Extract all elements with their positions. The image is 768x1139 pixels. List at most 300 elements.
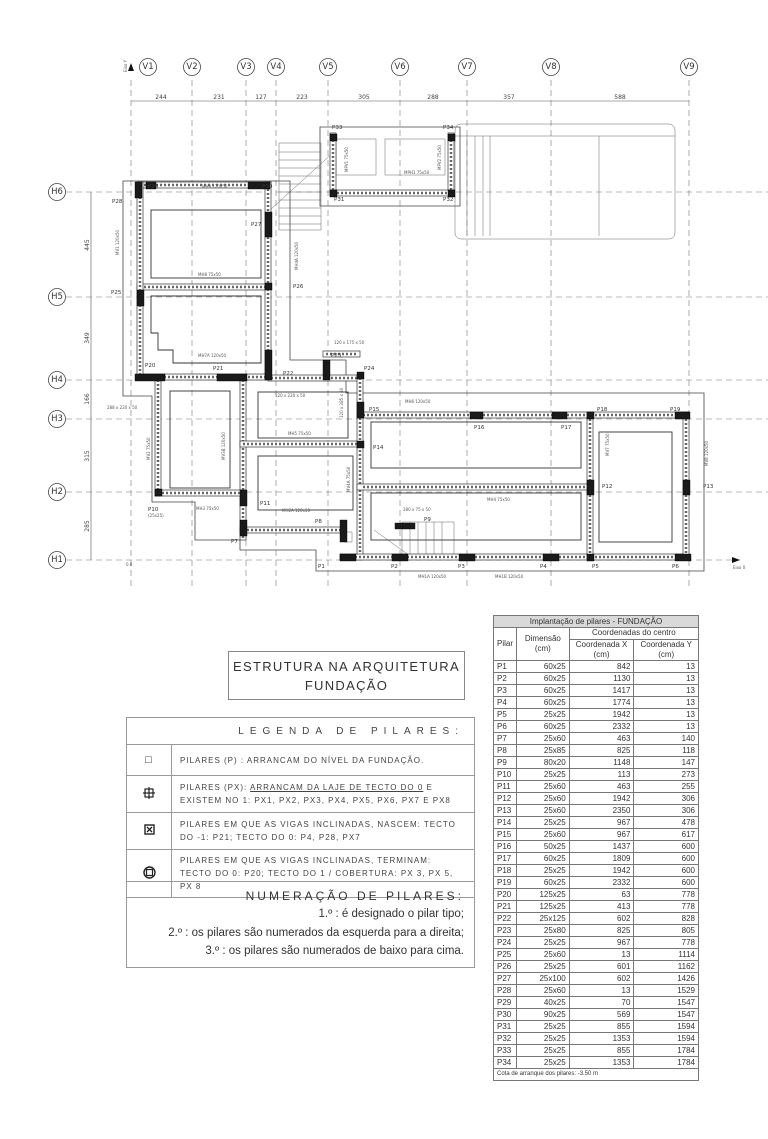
dimension-cell: 25x25	[517, 1032, 570, 1044]
table-row	[494, 984, 699, 996]
coord-y-cell: 1784	[634, 1056, 699, 1068]
pillar-p27	[265, 212, 272, 237]
pillar-p32	[448, 190, 455, 197]
svg-text:588: 588	[614, 94, 626, 101]
pillar-id-cell: P12	[494, 792, 517, 804]
svg-text:P26: P26	[293, 284, 304, 290]
coord-x-cell: 1942	[569, 864, 634, 876]
pillar-p23	[323, 360, 330, 380]
drawing-title-box	[228, 651, 465, 700]
coord-y-cell: 805	[634, 924, 699, 936]
pillar-p4	[543, 554, 559, 561]
dimension-cell: 25x25	[517, 708, 570, 720]
svg-text:MH4A 120x50: MH4A 120x50	[294, 241, 299, 270]
svg-text:V7: V7	[461, 62, 473, 72]
coord-x-cell: 63	[569, 888, 634, 900]
pillar-id-cell: P11	[494, 780, 517, 792]
coord-y-cell: 1547	[634, 1008, 699, 1020]
column-header-dimensao: Dimensão (cm)	[517, 628, 570, 661]
svg-text:P28: P28	[112, 199, 123, 205]
pillar-id-cell: P20	[494, 888, 517, 900]
pillar-p14	[357, 441, 364, 448]
pillar-id-cell: P15	[494, 828, 517, 840]
pillar-placement-table	[493, 615, 699, 1081]
axis-bubble-h5	[49, 289, 66, 306]
pillar-id-cell: P8	[494, 744, 517, 756]
svg-text:V5: V5	[322, 62, 334, 72]
svg-text:MH5 75x50: MH5 75x50	[288, 431, 311, 436]
svg-text:120 x 220 x 50: 120 x 220 x 50	[275, 393, 306, 398]
svg-text:P12: P12	[602, 484, 613, 490]
svg-text:P14: P14	[373, 445, 384, 451]
column-header-coord-y: Coordenada Y (cm)	[634, 639, 699, 660]
pillar-id-cell: P16	[494, 840, 517, 852]
coord-y-cell: 478	[634, 816, 699, 828]
table-footer-note: Cota de arranque dos pilares: -3.50 m	[494, 1068, 699, 1080]
coord-x-cell: 413	[569, 900, 634, 912]
svg-text:P21: P21	[213, 366, 224, 372]
coord-y-cell: 118	[634, 744, 699, 756]
axis-bubble-h1	[49, 552, 66, 569]
dimension-cell: 80x20	[517, 756, 570, 768]
svg-text:127: 127	[255, 94, 267, 101]
coord-x-cell: 70	[569, 996, 634, 1008]
square-symbol-icon: □	[127, 745, 172, 776]
pillar-id-cell: P9	[494, 756, 517, 768]
svg-text:MH4 75x50: MH4 75x50	[487, 497, 510, 502]
svg-text:MH9 120x50: MH9 120x50	[202, 184, 228, 189]
svg-text:V8: V8	[545, 62, 557, 72]
dimension-cell: 25x25	[517, 864, 570, 876]
coord-x-cell: 13	[569, 984, 634, 996]
coord-x-cell: 825	[569, 924, 634, 936]
coord-x-cell: 2332	[569, 720, 634, 732]
dimension-cell: 60x25	[517, 696, 570, 708]
pillar-id-cell: P31	[494, 1020, 517, 1032]
coord-y-cell: 1594	[634, 1032, 699, 1044]
vertical-axis-bubbles	[140, 59, 698, 76]
numbering-rule-3: 3.º : os pilares são numerados de baixo para cima.	[205, 945, 464, 957]
dimension-cell: 90x25	[517, 1008, 570, 1020]
svg-text:288: 288	[427, 94, 439, 101]
coord-y-cell: 1162	[634, 960, 699, 972]
svg-text:315: 315	[84, 450, 91, 462]
table-row	[494, 972, 699, 984]
svg-text:V1: V1	[142, 62, 154, 72]
stair	[270, 143, 336, 230]
pillar-id-cell: P4	[494, 696, 517, 708]
coord-y-cell: 147	[634, 756, 699, 768]
dimension-cell: 25x60	[517, 828, 570, 840]
svg-text:V2: V2	[186, 62, 198, 72]
coord-x-cell: 463	[569, 780, 634, 792]
svg-text:V9: V9	[683, 62, 695, 72]
column-header-pilar: Pilar	[494, 628, 517, 661]
svg-text:Eixo Y: Eixo Y	[123, 59, 128, 72]
coord-x-cell: 1130	[569, 672, 634, 684]
svg-text:P15: P15	[369, 407, 380, 413]
svg-text:P22: P22	[283, 371, 294, 377]
dimension-cell: 25x85	[517, 744, 570, 756]
axis-bubble-v9	[681, 59, 698, 76]
svg-text:285: 285	[84, 520, 91, 532]
coord-x-cell: 855	[569, 1044, 634, 1056]
pillar-id-cell: P13	[494, 804, 517, 816]
coord-y-cell: 306	[634, 804, 699, 816]
coord-y-cell: 13	[634, 684, 699, 696]
dimension-cell: 60x25	[517, 660, 570, 672]
dimension-cell: 40x25	[517, 996, 570, 1008]
svg-text:MV7 75x50: MV7 75x50	[605, 433, 610, 456]
table-row	[494, 1020, 699, 1032]
coord-x-cell: 602	[569, 912, 634, 924]
legend-row	[127, 813, 475, 850]
coord-y-cell: 13	[634, 708, 699, 720]
axis-bubble-v1	[140, 59, 157, 76]
svg-text:P25: P25	[111, 290, 122, 296]
table-row	[494, 924, 699, 936]
pillar-id-cell: P19	[494, 876, 517, 888]
svg-text:305: 305	[358, 94, 370, 101]
pillar-id-cell: P34	[494, 1056, 517, 1068]
pillar-id-cell: P10	[494, 768, 517, 780]
coord-y-cell: 1784	[634, 1044, 699, 1056]
coord-x-cell: 1809	[569, 852, 634, 864]
pillar-p1	[340, 554, 356, 561]
coord-x-cell: 569	[569, 1008, 634, 1020]
pillar-id-cell: P33	[494, 1044, 517, 1056]
svg-text:P6: P6	[672, 564, 679, 570]
coord-x-cell: 967	[569, 816, 634, 828]
table-row	[494, 912, 699, 924]
svg-text:H6: H6	[51, 187, 63, 197]
svg-text:445: 445	[84, 239, 91, 251]
coord-y-cell: 1529	[634, 984, 699, 996]
coord-x-cell: 1417	[569, 684, 634, 696]
table-row	[494, 768, 699, 780]
coord-y-cell: 306	[634, 792, 699, 804]
pillar-p31	[330, 190, 337, 197]
svg-text:MPV2 75x50: MPV2 75x50	[437, 145, 442, 170]
axis-bubble-v6	[392, 59, 409, 76]
coord-x-cell: 463	[569, 732, 634, 744]
pillar-id-cell: P5	[494, 708, 517, 720]
coord-x-cell: 1148	[569, 756, 634, 768]
legend-row	[127, 776, 475, 813]
pillar-p25	[137, 290, 144, 306]
pillar-id-cell: P30	[494, 1008, 517, 1020]
dimension-cell: 25x25	[517, 816, 570, 828]
svg-text:MH2A 120x50: MH2A 120x50	[282, 508, 311, 513]
svg-text:H5: H5	[51, 292, 63, 302]
x-square-symbol-icon	[127, 813, 172, 850]
dimension-cell: 25x60	[517, 804, 570, 816]
coord-y-cell: 13	[634, 672, 699, 684]
svg-text:P5: P5	[592, 564, 599, 570]
svg-text:MH8 75x50: MH8 75x50	[198, 272, 221, 277]
pillar-p12	[587, 480, 594, 495]
drawing-title-line1: ESTRUTURA NA ARQUITETURA	[233, 659, 460, 674]
pool	[455, 124, 675, 239]
coord-x-cell: 113	[569, 768, 634, 780]
pillar-id-cell: P17	[494, 852, 517, 864]
table-row	[494, 960, 699, 972]
pillar-p24	[357, 372, 364, 379]
svg-text:H1: H1	[51, 555, 63, 565]
svg-text:H2: H2	[51, 487, 63, 497]
coord-y-cell: 600	[634, 876, 699, 888]
coord-y-cell: 13	[634, 696, 699, 708]
svg-text:P19: P19	[670, 407, 681, 413]
coord-x-cell: 1353	[569, 1056, 634, 1068]
dimension-cell: 60x25	[517, 672, 570, 684]
pillar-id-cell: P28	[494, 984, 517, 996]
dimension-cell: 25x25	[517, 1056, 570, 1068]
structural-grid	[66, 80, 768, 590]
table-row	[494, 804, 699, 816]
dimension-cell: 25x25	[517, 768, 570, 780]
coord-y-cell: 13	[634, 660, 699, 672]
table-row	[494, 816, 699, 828]
coord-y-cell: 828	[634, 912, 699, 924]
svg-text:P7: P7	[231, 539, 238, 545]
pillar-p3	[459, 554, 475, 561]
coord-x-cell: 602	[569, 972, 634, 984]
column-header-coords: Coordenadas do centro	[569, 628, 698, 640]
origin-label: 0.0	[126, 562, 133, 567]
pillar-p13	[683, 480, 690, 495]
coord-y-cell: 600	[634, 840, 699, 852]
pillar-id-cell: P25	[494, 948, 517, 960]
pillar-id-cell: P32	[494, 1032, 517, 1044]
svg-text:MV4A 75x50: MV4A 75x50	[346, 466, 351, 492]
legend-header: LEGENDA DE PILARES:	[127, 718, 475, 745]
table-row	[494, 696, 699, 708]
svg-text:120 x 285 x 50: 120 x 285 x 50	[339, 387, 344, 418]
svg-text:V4: V4	[270, 62, 282, 72]
horizontal-dimension-chain	[131, 94, 689, 101]
beams	[137, 133, 689, 560]
svg-text:(25x25): (25x25)	[148, 513, 164, 518]
dimension-cell: 25x25	[517, 1020, 570, 1032]
pillar-legend	[126, 717, 475, 898]
svg-text:288 x 220 x 50: 288 x 220 x 50	[107, 405, 138, 410]
svg-text:P3: P3	[458, 564, 465, 570]
axis-bubble-v7	[459, 59, 476, 76]
dimension-cell: 25x80	[517, 924, 570, 936]
pillar-p6	[675, 554, 691, 561]
dimension-cell: 25x60	[517, 984, 570, 996]
table-body	[494, 660, 699, 1068]
pillar-p21	[217, 374, 247, 381]
svg-text:120 x 175 x 50: 120 x 175 x 50	[334, 340, 365, 345]
pillar-id-cell: P2	[494, 672, 517, 684]
svg-text:P33: P33	[332, 125, 343, 131]
table-row	[494, 756, 699, 768]
numbering-header: NUMERAÇÃO DE PILARES:	[245, 889, 464, 903]
coord-x-cell: 601	[569, 960, 634, 972]
pillar-p16	[470, 412, 483, 419]
table-row	[494, 792, 699, 804]
svg-text:P27: P27	[251, 222, 262, 228]
svg-text:MV8 120x50: MV8 120x50	[704, 440, 709, 466]
svg-text:349: 349	[84, 332, 91, 344]
legend-text: PILARES (PX): ARRANCAM DA LAJE DE TECTO DO 0 E EXISTEM NO 1: PX1, PX2, PX3, PX4, PX5, PX6, PX7 E PX8	[172, 776, 475, 813]
svg-text:223: 223	[296, 94, 308, 101]
table-row	[494, 936, 699, 948]
pillar-p2	[392, 554, 408, 561]
svg-text:P18: P18	[597, 407, 608, 413]
vertical-dimension-chain	[84, 192, 91, 560]
table-row	[494, 996, 699, 1008]
svg-text:MH1B 120x50: MH1B 120x50	[495, 574, 524, 579]
table-row	[494, 660, 699, 672]
table-row	[494, 840, 699, 852]
table-row	[494, 948, 699, 960]
axis-bubble-v5	[320, 59, 337, 76]
svg-text:P1: P1	[318, 564, 325, 570]
coord-x-cell: 842	[569, 660, 634, 672]
table-row	[494, 876, 699, 888]
table-row	[494, 1056, 699, 1068]
dimension-cell: 25x25	[517, 960, 570, 972]
table-row	[494, 864, 699, 876]
svg-text:MV1 120x50: MV1 120x50	[115, 229, 120, 255]
dimension-cell: 25x60	[517, 780, 570, 792]
pillar-p11	[240, 490, 247, 506]
pillar-p33	[330, 134, 337, 141]
axis-bubble-h2	[49, 484, 66, 501]
dimension-cell: 60x25	[517, 852, 570, 864]
svg-text:MH3 75x50: MH3 75x50	[196, 506, 219, 511]
table-row	[494, 1008, 699, 1020]
coord-y-cell: 255	[634, 780, 699, 792]
legend-text: PILARES (P) : ARRANCAM DO NÍVEL DA FUNDAÇÃO.	[172, 745, 475, 776]
pillar-id-cell: P27	[494, 972, 517, 984]
pillar-p20	[135, 374, 165, 381]
svg-text:MH6 120x50: MH6 120x50	[405, 399, 431, 404]
svg-text:P9: P9	[424, 517, 431, 523]
axis-bubble-v4	[268, 59, 285, 76]
coord-x-cell: 967	[569, 828, 634, 840]
axis-bubble-v2	[184, 59, 201, 76]
dimension-cell: 25x60	[517, 732, 570, 744]
coord-x-cell: 2350	[569, 804, 634, 816]
x-axis-arrow	[732, 557, 746, 570]
axis-bubble-v3	[238, 59, 255, 76]
svg-text:P13: P13	[703, 484, 714, 490]
pillar-id-cell: P29	[494, 996, 517, 1008]
table-row	[494, 708, 699, 720]
table-row	[494, 744, 699, 756]
table-row	[494, 732, 699, 744]
pillar-id-cell: P6	[494, 720, 517, 732]
svg-text:Eixo X: Eixo X	[733, 565, 746, 570]
legend-text: PILARES EM QUE AS VIGAS INCLINADAS, NASCEM: TECTO DO -1: P21; TECTO DO 0: P4, P28, PX7	[172, 813, 475, 850]
pillar-p22	[265, 350, 272, 380]
coord-x-cell: 1437	[569, 840, 634, 852]
dimension-cell: 25x60	[517, 948, 570, 960]
table-row	[494, 828, 699, 840]
pillar-p8	[340, 520, 347, 542]
dimension-cell: 25x25	[517, 1044, 570, 1056]
coord-x-cell: 1353	[569, 1032, 634, 1044]
svg-text:P24: P24	[364, 366, 375, 372]
coord-y-cell: 13	[634, 720, 699, 732]
svg-text:P20: P20	[145, 363, 156, 369]
svg-text:P10: P10	[148, 507, 159, 513]
dimension-cell: 60x25	[517, 876, 570, 888]
pillar-p26	[265, 283, 272, 290]
coord-y-cell: 617	[634, 828, 699, 840]
legend-text: PILARES EM QUE AS VIGAS INCLINADAS, TERMINAM: TECTO DO 0: P20; TECTO DO 1 / COBERTURA: PX 3, PX 5, PX 8	[172, 850, 475, 898]
svg-text:357: 357	[503, 94, 515, 101]
coord-x-cell: 825	[569, 744, 634, 756]
coord-y-cell: 778	[634, 900, 699, 912]
pillar-id-cell: P22	[494, 912, 517, 924]
pillar-p19	[675, 412, 690, 419]
pillar-p7	[240, 520, 247, 536]
table-row	[494, 900, 699, 912]
svg-text:P17: P17	[561, 425, 572, 431]
svg-text:P11: P11	[260, 501, 271, 507]
table-caption: Implantação de pilares - FUNDAÇÃO	[494, 616, 699, 628]
svg-text:P8: P8	[315, 519, 322, 525]
dimension-cell: 25x60	[517, 792, 570, 804]
coord-y-cell: 1547	[634, 996, 699, 1008]
coord-y-cell: 1426	[634, 972, 699, 984]
svg-text:P16: P16	[474, 425, 485, 431]
axis-bubble-h3	[49, 411, 66, 428]
axis-bubble-h4	[49, 372, 66, 389]
table-row	[494, 684, 699, 696]
pillar-p5	[587, 554, 594, 561]
pillar-p28	[135, 182, 142, 198]
table-row	[494, 780, 699, 792]
dimension-cell: 60x25	[517, 684, 570, 696]
numbering-rule-1: 1.º : é designado o pilar tipo;	[318, 908, 464, 920]
svg-text:P29: P29	[148, 184, 159, 190]
crossed-square-symbol-icon	[127, 776, 172, 813]
coord-y-cell: 600	[634, 852, 699, 864]
pillar-id-cell: P1	[494, 660, 517, 672]
svg-text:P2: P2	[391, 564, 398, 570]
table-row	[494, 672, 699, 684]
coord-x-cell: 855	[569, 1020, 634, 1032]
pillar-id-cell: P24	[494, 936, 517, 948]
dimension-cell: 25x100	[517, 972, 570, 984]
legend-row	[127, 745, 475, 776]
axis-bubble-h6	[49, 184, 66, 201]
table-row	[494, 1044, 699, 1056]
table-row	[494, 720, 699, 732]
svg-text:P30: P30	[262, 184, 273, 190]
pillar-id-cell: P18	[494, 864, 517, 876]
coord-y-cell: 778	[634, 936, 699, 948]
svg-text:V3: V3	[240, 62, 252, 72]
table-row	[494, 1032, 699, 1044]
y-axis-arrow	[123, 59, 134, 72]
pillars	[135, 134, 691, 561]
table-row	[494, 852, 699, 864]
coord-x-cell: 1942	[569, 708, 634, 720]
horizontal-axis-bubbles	[49, 184, 66, 569]
coord-x-cell: 2332	[569, 876, 634, 888]
pillar-id-cell: P7	[494, 732, 517, 744]
column-header-coord-x: Coordenada X (cm)	[569, 639, 634, 660]
coord-x-cell: 13	[569, 948, 634, 960]
table-row	[494, 888, 699, 900]
